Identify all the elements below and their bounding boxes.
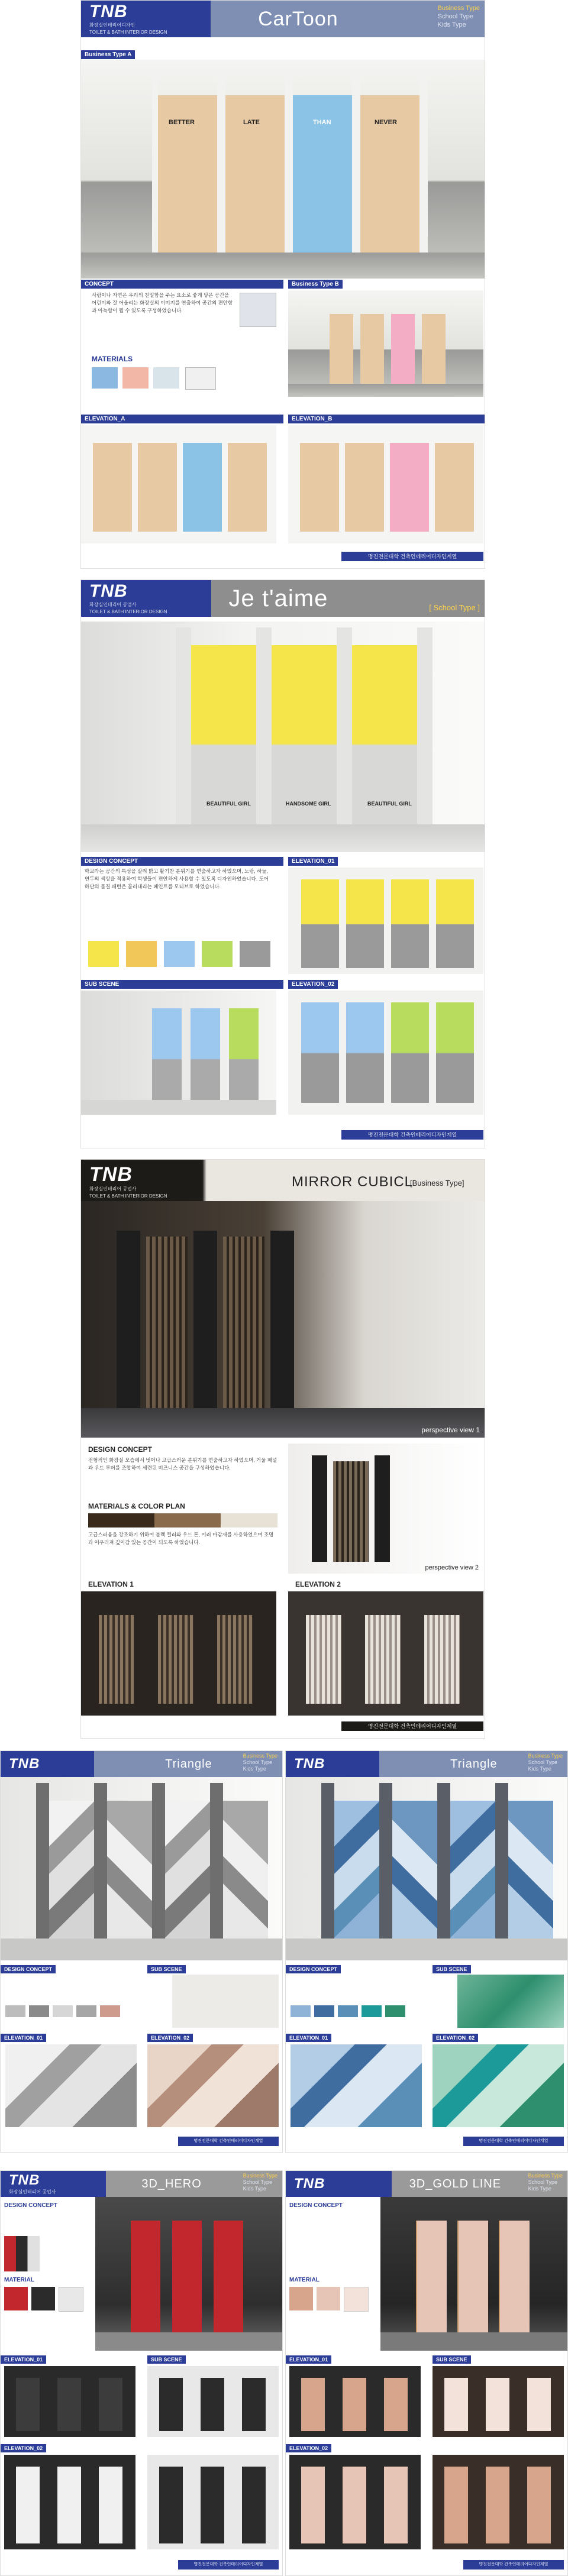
material-swatch [59, 2287, 83, 2312]
brand-block [81, 1, 211, 37]
door-yellow [272, 645, 337, 824]
door-yellow [352, 645, 417, 824]
sheet-mirror [80, 1159, 485, 1739]
type-business: Business Type [437, 5, 480, 12]
tnb-logo: TNB [9, 1756, 40, 1772]
mirror-main-render [81, 1201, 485, 1438]
door-text: HANDSOME GIRL [286, 801, 331, 807]
triangle-blue-render [286, 1777, 568, 1960]
door-never [360, 95, 419, 253]
concept-heading: DESIGN CONCEPT [88, 1445, 153, 1454]
type-school: School Type [243, 1759, 272, 1765]
view1-caption: perspective view 1 [421, 1426, 480, 1434]
elevation-02-heading: ELEVATION_02 [286, 2444, 331, 2452]
cartoon-main-render [81, 60, 485, 279]
sheet-triangle-blue [285, 1750, 568, 2153]
footer: 명진전문대학 건축인테리어디자인계열 [178, 2560, 279, 2569]
type-school: School Type [437, 13, 473, 20]
type-kids: Kids Type [528, 1766, 551, 1772]
logo-subtitle: TOILET & BATH INTERIOR DESIGN [89, 609, 167, 614]
elevation-02-drawing [288, 991, 483, 1115]
footer: 명진전문대학 건축인테리어디자인계열 [463, 2560, 564, 2569]
footer: 명진전문대학 건축인테리어디자인계열 [463, 2137, 564, 2146]
concept-heading: DESIGN CONCEPT [1, 1965, 56, 1973]
color-swatch [240, 941, 270, 967]
door-yellow [191, 645, 256, 824]
material-swatch [344, 2287, 369, 2312]
type-label: [Business Type] [410, 1179, 464, 1187]
sheet-cartoon [80, 0, 485, 569]
sheet-jetaime [80, 580, 485, 1148]
color-swatch [338, 2005, 358, 2017]
door-word: LATE [243, 119, 260, 126]
label-type-a: Business Type A [81, 50, 135, 59]
materials-heading: MATERIALS [92, 355, 133, 363]
type-school: School Type [528, 1759, 557, 1765]
material-swatch [153, 367, 179, 389]
sheet-3d-hero [0, 2170, 283, 2576]
tnb-logo: TNB [89, 581, 128, 601]
elevation-b-drawing [288, 425, 483, 543]
sub-scene-heading: SUB SCENE [81, 980, 283, 989]
elevation-1-heading: ELEVATION 1 [88, 1580, 134, 1588]
door-word: BETTER [169, 119, 195, 126]
elevation-01-heading: ELEVATION_01 [288, 857, 338, 866]
sub-scene-heading: SUB SCENE [147, 1965, 186, 1973]
sub-scene-render [457, 1975, 564, 2028]
sheet-title: Triangle [450, 1757, 498, 1771]
color-swatch [29, 2005, 49, 2017]
sheet-3d-gold-line [285, 2170, 568, 2576]
sheet-title: 3D_HERO [141, 2177, 202, 2190]
elevation-1-drawing [81, 1591, 276, 1716]
elevation-2-heading: ELEVATION 2 [295, 1580, 341, 1588]
logo-korean: 화장실인테리어 공업사 [89, 1186, 137, 1192]
logo-korean: 화장실인테리어 공업사 [9, 2189, 56, 2195]
door-than [293, 95, 352, 253]
elevation-01-heading: ELEVATION_01 [1, 2355, 46, 2364]
tnb-logo: TNB [89, 2, 128, 21]
elevation-01-drawing [289, 2366, 421, 2437]
tnb-logo: TNB [294, 2176, 325, 2192]
color-swatch [314, 2005, 334, 2017]
sheet-title: MIRROR CUBICL [292, 1174, 414, 1190]
perspective-view-2 [288, 1444, 483, 1574]
elevation-02-drawing [4, 2455, 135, 2549]
materials-heading: MATERIALS & COLOR PLAN [88, 1502, 185, 1510]
color-swatch [164, 941, 195, 967]
door-late [225, 95, 285, 253]
type-list [438, 4, 480, 29]
material-swatch [31, 2287, 55, 2310]
color-swatch [5, 2005, 25, 2017]
sheet-title: CarToon [258, 7, 338, 30]
triangle-gray-render [1, 1777, 283, 1960]
elevation-a-drawing [81, 425, 276, 543]
concept-text: 사람이나 자연은 우리의 친밀함을 주는 요소로 좋게 닿은 공간을 어린이와 잘 어울리는 화장실의 이미지를 연출하여 공간의 편안함과 아늑함이 될 수 있도록 구성하였습니다. [92, 292, 233, 313]
hero-main-render [95, 2197, 283, 2351]
concept-heading: DESIGN CONCEPT [4, 2202, 58, 2209]
type-business: Business Type [528, 2173, 563, 2179]
sheet-title: Triangle [165, 1757, 212, 1771]
type-school: School Type [243, 2179, 272, 2185]
elevation-01-drawing [291, 2044, 422, 2127]
sub-scene-render [147, 2366, 279, 2437]
logo-korean: 화장실인테리어 공업사 [89, 602, 137, 607]
logo-subtitle: TOILET & BATH INTERIOR DESIGN [89, 1193, 167, 1199]
gold-main-render [380, 2197, 568, 2351]
footer: 명진전문대학 건축인테리어디자인계열 [341, 1130, 483, 1140]
color-swatch [76, 2005, 96, 2017]
concept-text: 학교라는 공간의 특성을 살려 밝고 활기찬 분위기를 연출하고자 하였으며, 노랑, 하늘, 연두의 색상을 적용하여 학생들이 편안하게 사용할 수 있도록 디자인하였습니다. 도어 하단의 물결 패턴은 흘러내리는 페인트를 모티브로 하였습니다. [85, 868, 269, 889]
material-swatch [122, 367, 149, 389]
view2-caption: perspective view 2 [425, 1564, 479, 1571]
material-swatch [317, 2287, 340, 2310]
elevation-01-heading: ELEVATION_01 [1, 2034, 46, 2042]
concept-heading: DESIGN CONCEPT [81, 857, 283, 866]
hero-figures [4, 2236, 40, 2271]
tnb-logo: TNB [9, 2172, 40, 2188]
sub-scene-heading: SUB SCENE [433, 1965, 471, 1973]
logo-subtitle: TOILET & BATH INTERIOR DESIGN [89, 30, 167, 35]
type-school: School Type [528, 2179, 557, 2185]
concept-heading: DESIGN CONCEPT [286, 1965, 341, 1973]
door-word: THAN [313, 119, 331, 126]
material-sample [185, 367, 216, 390]
door-word: NEVER [375, 119, 397, 126]
material-swatch [92, 367, 118, 389]
material-strip [88, 1513, 277, 1528]
elevation-a-heading: ELEVATION_A [81, 415, 283, 423]
sub-scene-render [81, 991, 276, 1115]
sub-scene-heading: SUB SCENE [433, 2355, 471, 2364]
tnb-logo: TNB [89, 1163, 133, 1186]
elevation-03-drawing [147, 2455, 279, 2549]
footer: 명진전문대학 건축인테리어디자인계열 [341, 552, 483, 561]
tnb-logo: TNB [294, 1756, 325, 1772]
concept-text: 전형적인 화장실 모습에서 벗어나 고급스러운 분위기를 연출하고자 하였으며, 거울 패널과 우드 루버를 조합하여 세련된 비즈니스 공간을 구성하였습니다. [88, 1457, 277, 1471]
elevation-01-drawing [4, 2366, 135, 2437]
type-business: Business Type [243, 2173, 277, 2179]
jetaime-main-render [81, 622, 485, 852]
color-swatch [202, 941, 233, 967]
color-swatch [53, 2005, 73, 2017]
elevation-2-drawing [288, 1591, 483, 1716]
type-b-render [288, 290, 483, 397]
elevation-02-drawing [433, 2044, 564, 2127]
sub-scene-render [172, 1975, 279, 2028]
elevation-02-heading: ELEVATION_02 [288, 980, 338, 989]
elevation-03-drawing [433, 2455, 564, 2549]
materials-text: 고급스러움을 강조하기 위하여 블랙 컬러와 우드 톤, 미러 마감재를 사용하였으며 조명과 어우러져 깊이감 있는 공간이 되도록 하였습니다. [88, 1532, 274, 1545]
type-kids: Kids Type [243, 2186, 266, 2192]
sheet-title: Je t'aime [228, 585, 328, 611]
color-swatch [88, 941, 119, 967]
color-swatch [385, 2005, 405, 2017]
elevation-01-drawing [5, 2044, 137, 2127]
material-heading: MATERIAL [289, 2277, 320, 2283]
elevation-01-heading: ELEVATION_01 [286, 2034, 331, 2042]
label-type-b: Business Type B [288, 280, 343, 289]
door-text: BEAUTIFUL GIRL [367, 801, 412, 807]
type-kids: Kids Type [528, 2186, 551, 2192]
logo-korean: 화장실인테리어디자인 [89, 22, 135, 28]
elevation-02-drawing [147, 2044, 279, 2127]
sheet-triangle-gray [0, 1750, 283, 2153]
footer: 명진전문대학 건축인테리어디자인계열 [341, 1721, 483, 1731]
elevation-02-heading: ELEVATION_02 [433, 2034, 478, 2042]
elevation-02-drawing [289, 2455, 421, 2549]
sub-scene-heading: SUB SCENE [147, 2355, 186, 2364]
material-heading: MATERIAL [4, 2277, 34, 2283]
elevation-b-heading: ELEVATION_B [288, 415, 485, 423]
elevation-01-heading: ELEVATION_01 [286, 2355, 331, 2364]
type-kids: Kids Type [437, 21, 466, 28]
type-business: Business Type [528, 1753, 563, 1759]
plan-thumbnail [240, 293, 276, 327]
type-kids: Kids Type [243, 1766, 266, 1772]
sub-scene-render [433, 2366, 564, 2437]
elevation-02-heading: ELEVATION_02 [1, 2444, 46, 2452]
elevation-02-heading: ELEVATION_02 [147, 2034, 193, 2042]
elevation-01-drawing [288, 868, 483, 974]
material-swatch [4, 2287, 28, 2310]
door-better [158, 95, 217, 253]
sheet-title: 3D_GOLD LINE [409, 2177, 502, 2190]
concept-heading: DESIGN CONCEPT [289, 2202, 343, 2209]
concept-heading: CONCEPT [81, 280, 283, 289]
type-business: Business Type [243, 1753, 277, 1759]
type-label: [ School Type ] [429, 603, 480, 612]
color-swatch [362, 2005, 382, 2017]
color-swatch [291, 2005, 311, 2017]
material-swatch [289, 2287, 313, 2310]
color-swatch [126, 941, 157, 967]
footer: 명진전문대학 건축인테리어디자인계열 [178, 2137, 279, 2146]
door-text: BEAUTIFUL GIRL [206, 801, 251, 807]
color-swatch [100, 2005, 120, 2017]
